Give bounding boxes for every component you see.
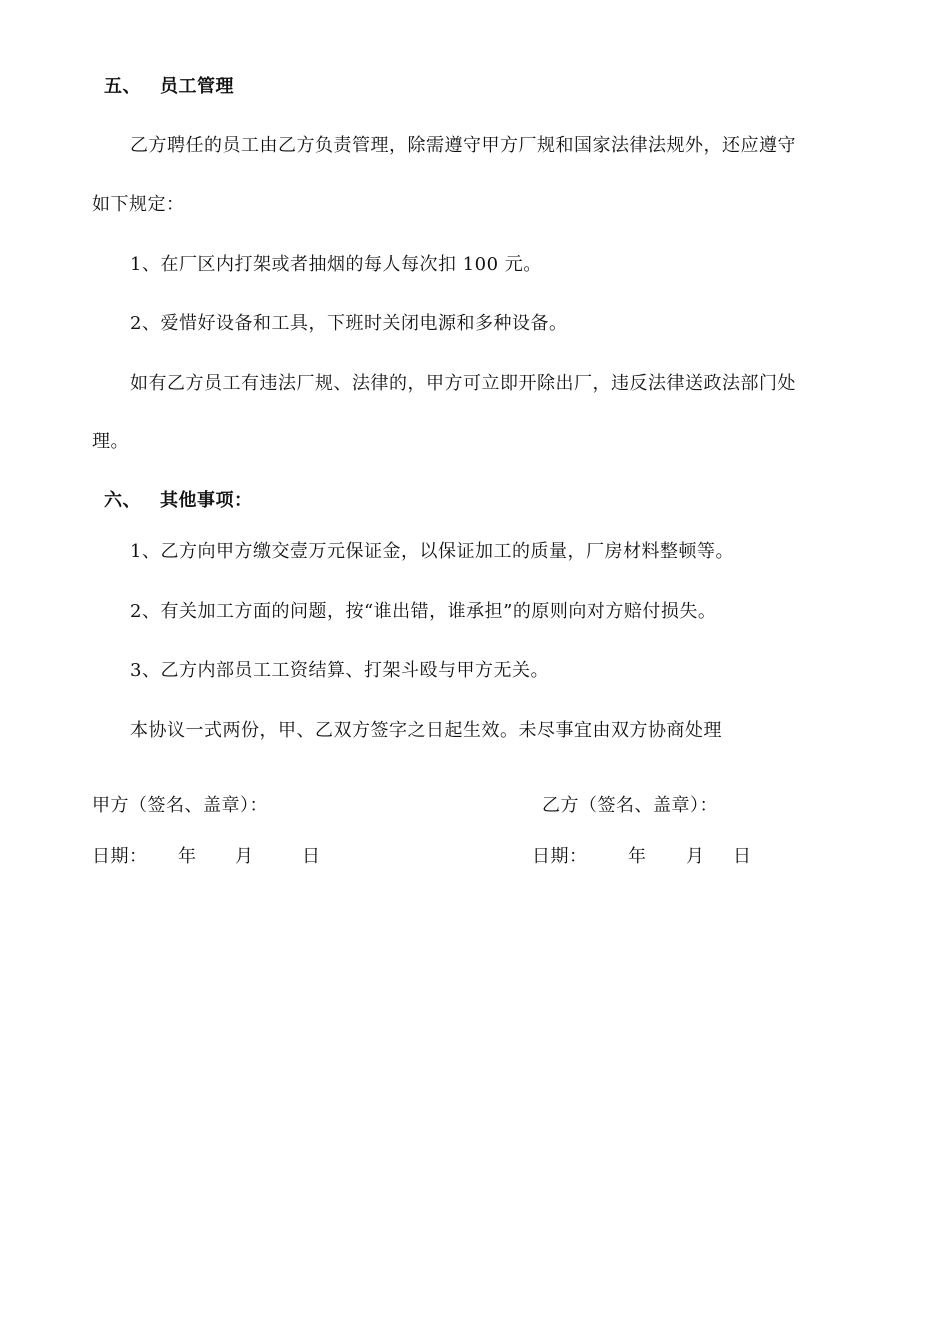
section-5-intro-line-2: 如下规定：: [92, 194, 185, 215]
party-b-signature-label: 乙方（签名、盖章）：: [542, 795, 718, 816]
section-5-rule-1: 1、在厂区内打架或者抽烟的每人每次扣 100 元。: [130, 254, 542, 275]
party-b-date-year: 年: [628, 846, 647, 867]
party-a-date-year: 年: [178, 846, 197, 867]
section-6-number: 六、: [104, 490, 141, 511]
section-5-heading: [104, 75, 234, 99]
section-6-title: 其他事项：: [160, 490, 253, 511]
section-5-penalty-line-1: 如有乙方员工有违法厂规、法律的，甲方可立即开除出厂，违反法律送政法部门处: [130, 373, 796, 394]
party-b-date-day: 日: [733, 846, 752, 867]
party-a-date-month: 月: [235, 846, 254, 867]
party-a-date-label: 日期：: [92, 846, 148, 867]
party-b-date-month: 月: [686, 846, 705, 867]
party-b-date-label: 日期：: [532, 846, 588, 867]
section-6-item-3: 3、乙方内部员工工资结算、打架斗殴与甲方无关。: [130, 660, 549, 681]
party-a-date-day: 日: [302, 846, 321, 867]
party-a-signature-label: 甲方（签名、盖章）：: [92, 795, 268, 816]
closing-statement: 本协议一式两份，甲、乙双方签字之日起生效。未尽事宜由双方协商处理: [130, 720, 722, 741]
section-6-item-2: 2、有关加工方面的问题，按“谁出错，谁承担”的原则向对方赔付损失。: [130, 601, 717, 622]
section-5-penalty-line-2: 理。: [92, 431, 129, 452]
section-5-rule-2: 2、爱惜好设备和工具，下班时关闭电源和多种设备。: [130, 313, 568, 334]
section-6-item-1: 1、乙方向甲方缴交壹万元保证金，以保证加工的质量，厂房材料整顿等。: [130, 541, 734, 562]
section-5-title: 员工管理: [160, 76, 234, 97]
section-5-intro-line-1: 乙方聘任的员工由乙方负责管理，除需遵守甲方厂规和国家法律法规外，还应遵守: [130, 135, 796, 156]
section-5-number: 五、: [104, 76, 141, 97]
section-6-heading: [104, 489, 253, 513]
